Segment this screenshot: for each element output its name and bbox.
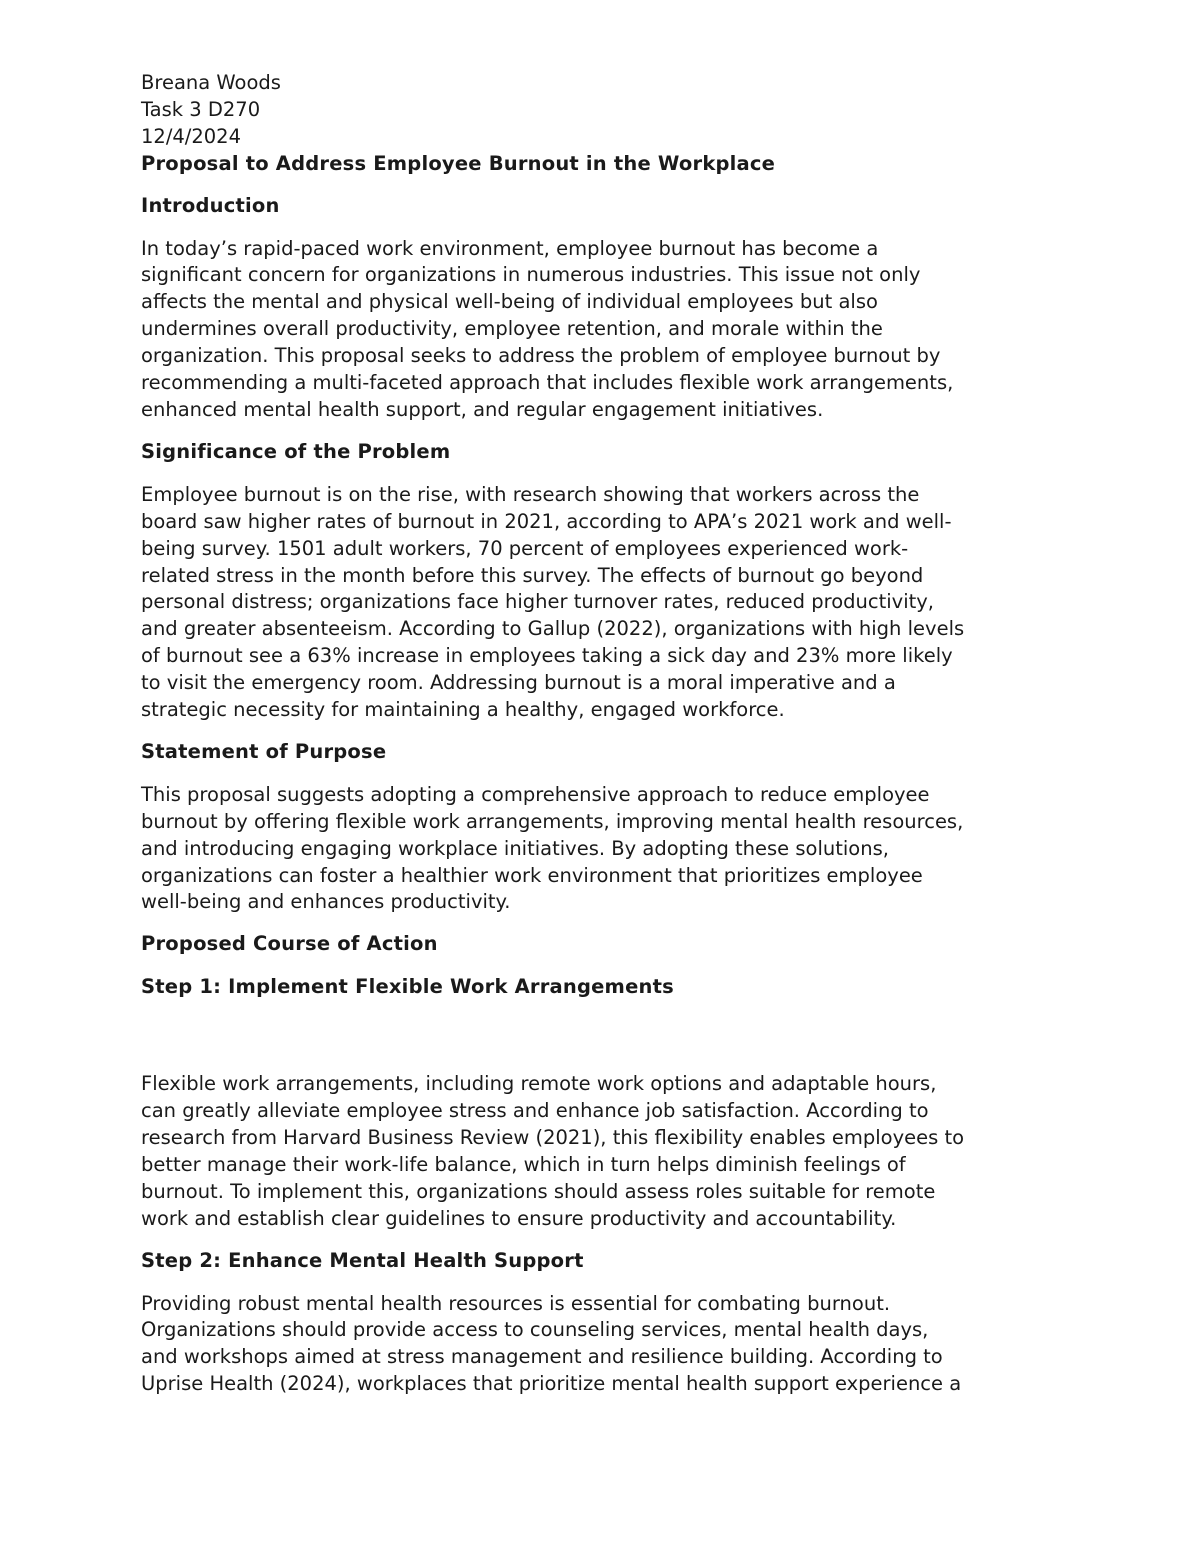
text-line: This proposal suggests adopting a comprehensive approach to reduce employee xyxy=(141,782,930,806)
text-line: significant concern for organizations in numerous industries. This issue not only xyxy=(141,263,921,287)
action-heading: Proposed Course of Action xyxy=(141,932,438,956)
text-line: research from Harvard Business Review (2021), this flexibility enables employees to xyxy=(141,1126,965,1149)
text-line: burnout by offering flexible work arrangements, improving mental health resources, xyxy=(141,809,964,833)
text-line: Employee burnout is on the rise, with research showing that workers across the xyxy=(141,482,920,506)
text-line: and introducing engaging workplace initiatives. By adopting these solutions, xyxy=(141,836,889,860)
text-line: Flexible work arrangements, including remote work options and adaptable hours, xyxy=(141,1072,937,1096)
step2-heading: Step 2: Enhance Mental Health Support xyxy=(141,1248,584,1272)
text-line: strategic necessity for maintaining a healthy, engaged workforce. xyxy=(141,698,785,722)
introduction-heading: Introduction xyxy=(141,193,280,217)
document-date: 12/4/2024 xyxy=(141,124,241,148)
text-line: organization. This proposal seeks to address the problem of employee burnout by xyxy=(141,344,941,368)
text-line: recommending a multi-faceted approach that includes flexible work arrangements, xyxy=(141,371,954,395)
text-line: and workshops aimed at stress management and resilience building. According to xyxy=(141,1345,943,1369)
significance-heading: Significance of the Problem xyxy=(141,439,451,463)
step1-paragraph xyxy=(141,1071,1061,1232)
text-line: enhanced mental health support, and regular engagement initiatives. xyxy=(141,397,824,421)
purpose-paragraph xyxy=(141,782,1061,917)
purpose-heading: Statement of Purpose xyxy=(141,739,387,763)
text-line: being survey. 1501 adult workers, 70 percent of employees experienced work- xyxy=(141,536,909,560)
text-line: Providing robust mental health resources is essential for combating burnout. xyxy=(141,1291,891,1315)
significance-paragraph xyxy=(141,482,1061,724)
step1-heading: Step 1: Implement Flexible Work Arrangements xyxy=(141,975,674,999)
text-line: Uprise Health (2024), workplaces that prioritize mental health support experience a xyxy=(141,1372,962,1396)
author-name: Breana Woods xyxy=(141,71,281,94)
text-line: related stress in the month before this survey. The effects of burnout go beyond xyxy=(141,563,924,587)
text-line: undermines overall productivity, employee retention, and morale within the xyxy=(141,317,883,341)
text-line: burnout. To implement this, organizations should assess roles suitable for remote xyxy=(141,1179,936,1203)
document-title: Proposal to Address Employee Burnout in the Workplace xyxy=(141,151,776,175)
text-line: of burnout see a 63% increase in employees taking a sick day and 23% more likely xyxy=(141,644,953,668)
text-line: personal distress; organizations face higher turnover rates, reduced productivity, xyxy=(141,590,935,614)
text-line: Organizations should provide access to counseling services, mental health days, xyxy=(141,1318,929,1342)
text-line: In today’s rapid-paced work environment, employee burnout has become a xyxy=(141,236,879,260)
text-line: organizations can foster a healthier work environment that prioritizes employee xyxy=(141,863,923,887)
text-line: board saw higher rates of burnout in 2021, according to APA’s 2021 work and well- xyxy=(141,509,952,533)
text-line: better manage their work-life balance, which in turn helps diminish feelings of xyxy=(141,1152,906,1176)
text-line: and greater absenteeism. According to Gallup (2022), organizations with high levels xyxy=(141,617,965,641)
text-line: affects the mental and physical well-being of individual employees but also xyxy=(141,290,878,314)
step2-paragraph xyxy=(141,1291,1061,1399)
task-label: Task 3 D270 xyxy=(141,97,261,121)
text-line: well-being and enhances productivity. xyxy=(141,890,511,914)
text-line: work and establish clear guidelines to ensure productivity and accountability. xyxy=(141,1206,897,1230)
text-line: can greatly alleviate employee stress and enhance job satisfaction. According to xyxy=(141,1099,929,1123)
introduction-paragraph xyxy=(141,236,1061,424)
text-line: to visit the emergency room. Addressing burnout is a moral imperative and a xyxy=(141,671,896,695)
document-page xyxy=(141,70,1061,1398)
